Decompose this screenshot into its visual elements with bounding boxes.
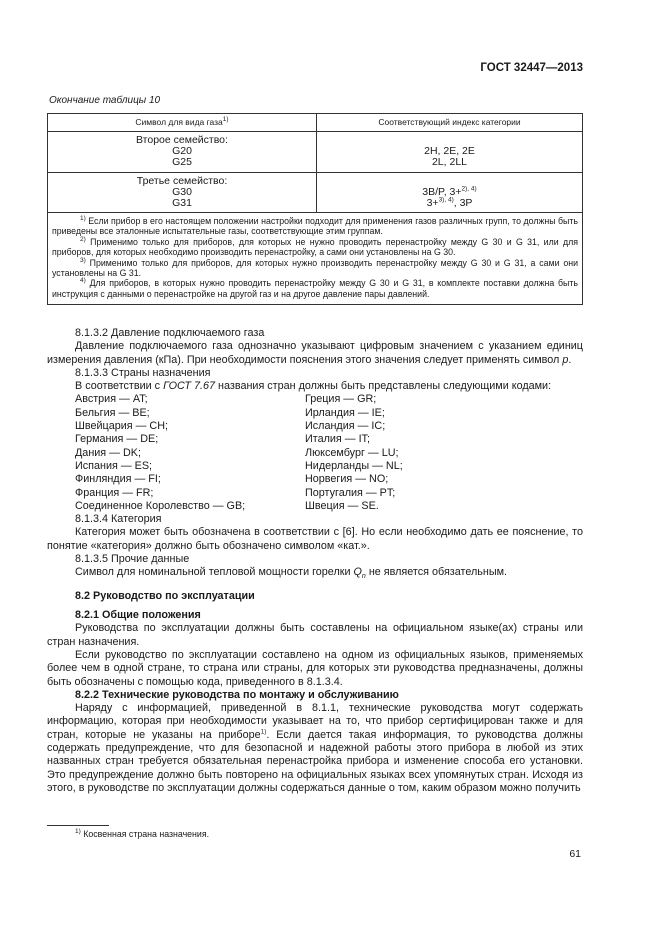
paragraph: Давление подключаемого газа однозначно указывают цифровым значением с указанием единиц измерения давления (кПа). При необходимости пояснения этого значения следует применять символ p. xyxy=(47,340,583,366)
list-item: Соединенное Королевство — GB; xyxy=(75,499,246,512)
table-caption: Окончание таблицы 10 xyxy=(49,95,161,106)
table-note: $^{3)}$ Применимо только для приборов, для которых нужно производить перенастройку между G 30 и G 31, а сами они установлены на G 31. xyxy=(52,256,578,279)
paragraph: Если руководство по эксплуатации составлено на одном из официальных языков, применяемых более чем в одной стране, то страна или страны, для которых эти руководства предназначены, должны быть обозначены с помощью кода, приведенного в 8.1.3.4. xyxy=(47,648,583,688)
list-item: Нидерланды — NL; xyxy=(305,459,403,472)
list-item: Португалия — PT; xyxy=(305,486,396,499)
country-codes-list xyxy=(47,393,583,513)
list-item: Германия — DE; xyxy=(75,433,159,446)
body-text xyxy=(47,327,583,795)
list-item: Австрия — AT; xyxy=(75,393,148,406)
list-item: Ирландия — IE; xyxy=(305,406,385,419)
table-note: $^{4)}$ Для приборов, в которых нужно проводить перенастройку между G 30 и G 31, в комплекте поставки должна быть инструкция с данными о перенастройке на другой газ и на другое давление пары давлений. xyxy=(52,277,578,299)
list-item: Франция — FR; xyxy=(75,486,154,499)
document-header: ГОСТ 32447—2013 xyxy=(480,62,583,74)
list-item: Швеция — SE. xyxy=(305,499,379,512)
list-item: Исландия — IC; xyxy=(305,420,386,433)
paragraph: В соответствии с ГОСТ 7.67 названия стран должны быть представлены следующими кодами: xyxy=(75,380,552,393)
table-header-gas-symbol: Символ для вида газа$^{1)}$ xyxy=(48,114,317,132)
section-title-8-1-3-3: 8.1.3.3 Страны назначения xyxy=(75,366,211,379)
section-title-8-2-2: 8.2.2 Технические руководства по монтажу и обслуживанию xyxy=(75,688,399,701)
table-note: $^{2)}$ Применимо только для приборов, для которых не нужно проводить перенастройку между G 30 и G 31, или для приборов, для которых необходимо производить перенастройку, а сами они установлены на G 30. xyxy=(52,235,578,258)
list-item: Греция — GR; xyxy=(305,393,377,406)
list-item: Швейцария — CH; xyxy=(75,420,169,433)
paragraph: Руководства по эксплуатации должны быть составлены на официальном языке(ах) страны или стран назначения. xyxy=(47,622,583,648)
paragraph: Наряду с информацией, приведенной в 8.1.1, технические руководства могут содержать информацию, которая при необходимости указывает на то, что прибор сертифицирован также и для стран, которые не указаны на приборе$^{1)}$. Если дается такая информация, то руководства должны содержать предупреждение, что для безопасной и надежной работы этого прибора в любой из этих названных стран требуется обязательная перенастройка прибора и изменение способа его установки. Это предупреждение должно быть повторено на официальных языках всех упомянутых стран. Исходя из этого, в руководстве по эксплуатации должны содержаться данные о том, каким образом можно получить xyxy=(47,702,583,794)
list-item: Норвегия — NO; xyxy=(305,473,389,486)
section-title-8-1-3-4: 8.1.3.4 Категория xyxy=(75,513,162,526)
table-note: $^{1)}$ Если прибор в его настоящем положении настройки подходит для применения газов различных групп, то должны быть приведены все эталонные испытательные газы, соответствующие этим группам. xyxy=(52,215,578,237)
table-cell: 2H, 2E, 2E 2L, 2LL xyxy=(317,132,583,173)
list-item: Италия — IT; xyxy=(305,433,370,446)
page-number: 61 xyxy=(569,848,581,860)
table-row: Второе семейство: G20 G25 xyxy=(48,132,317,173)
section-title-8-2-1: 8.2.1 Общие положения xyxy=(75,609,201,622)
table-row: Третье семейство: G30 G31 xyxy=(48,173,317,213)
list-item: Финляндия — FI; xyxy=(75,473,161,486)
table-header-category-index: Соответствующий индекс категории xyxy=(317,114,583,132)
section-title-8-2: 8.2 Руководство по эксплуатации xyxy=(75,589,255,602)
list-item: Бельгия — BE; xyxy=(75,406,150,419)
list-item: Дания — DK; xyxy=(75,446,141,459)
list-item: Испания — ES; xyxy=(75,459,153,472)
paragraph: Символ для номинальной тепловой мощности горелки $Q_n$ не является обязательным. xyxy=(75,566,508,581)
footnote-divider xyxy=(47,825,109,826)
section-title-8-1-3-5: 8.1.3.5 Прочие данные xyxy=(75,553,190,566)
paragraph: Категория может быть обозначена в соответствии с [6]. Но если необходимо дать ее пояснение, то понятие «категория» должно быть обозначено символом «кат.». xyxy=(47,526,583,552)
table-notes xyxy=(48,213,583,305)
gas-category-table xyxy=(47,113,583,305)
list-item: Люксембург — LU; xyxy=(305,446,399,459)
table-cell: 3B/P, 3+$^{2), 4)}$ 3+$^{3), 4)}$, 3P xyxy=(317,173,583,213)
footnote: $^{1)}$ Косвенная страна назначения. xyxy=(75,828,210,839)
section-title-8-1-3-2: 8.1.3.2 Давление подключаемого газа xyxy=(75,327,265,339)
